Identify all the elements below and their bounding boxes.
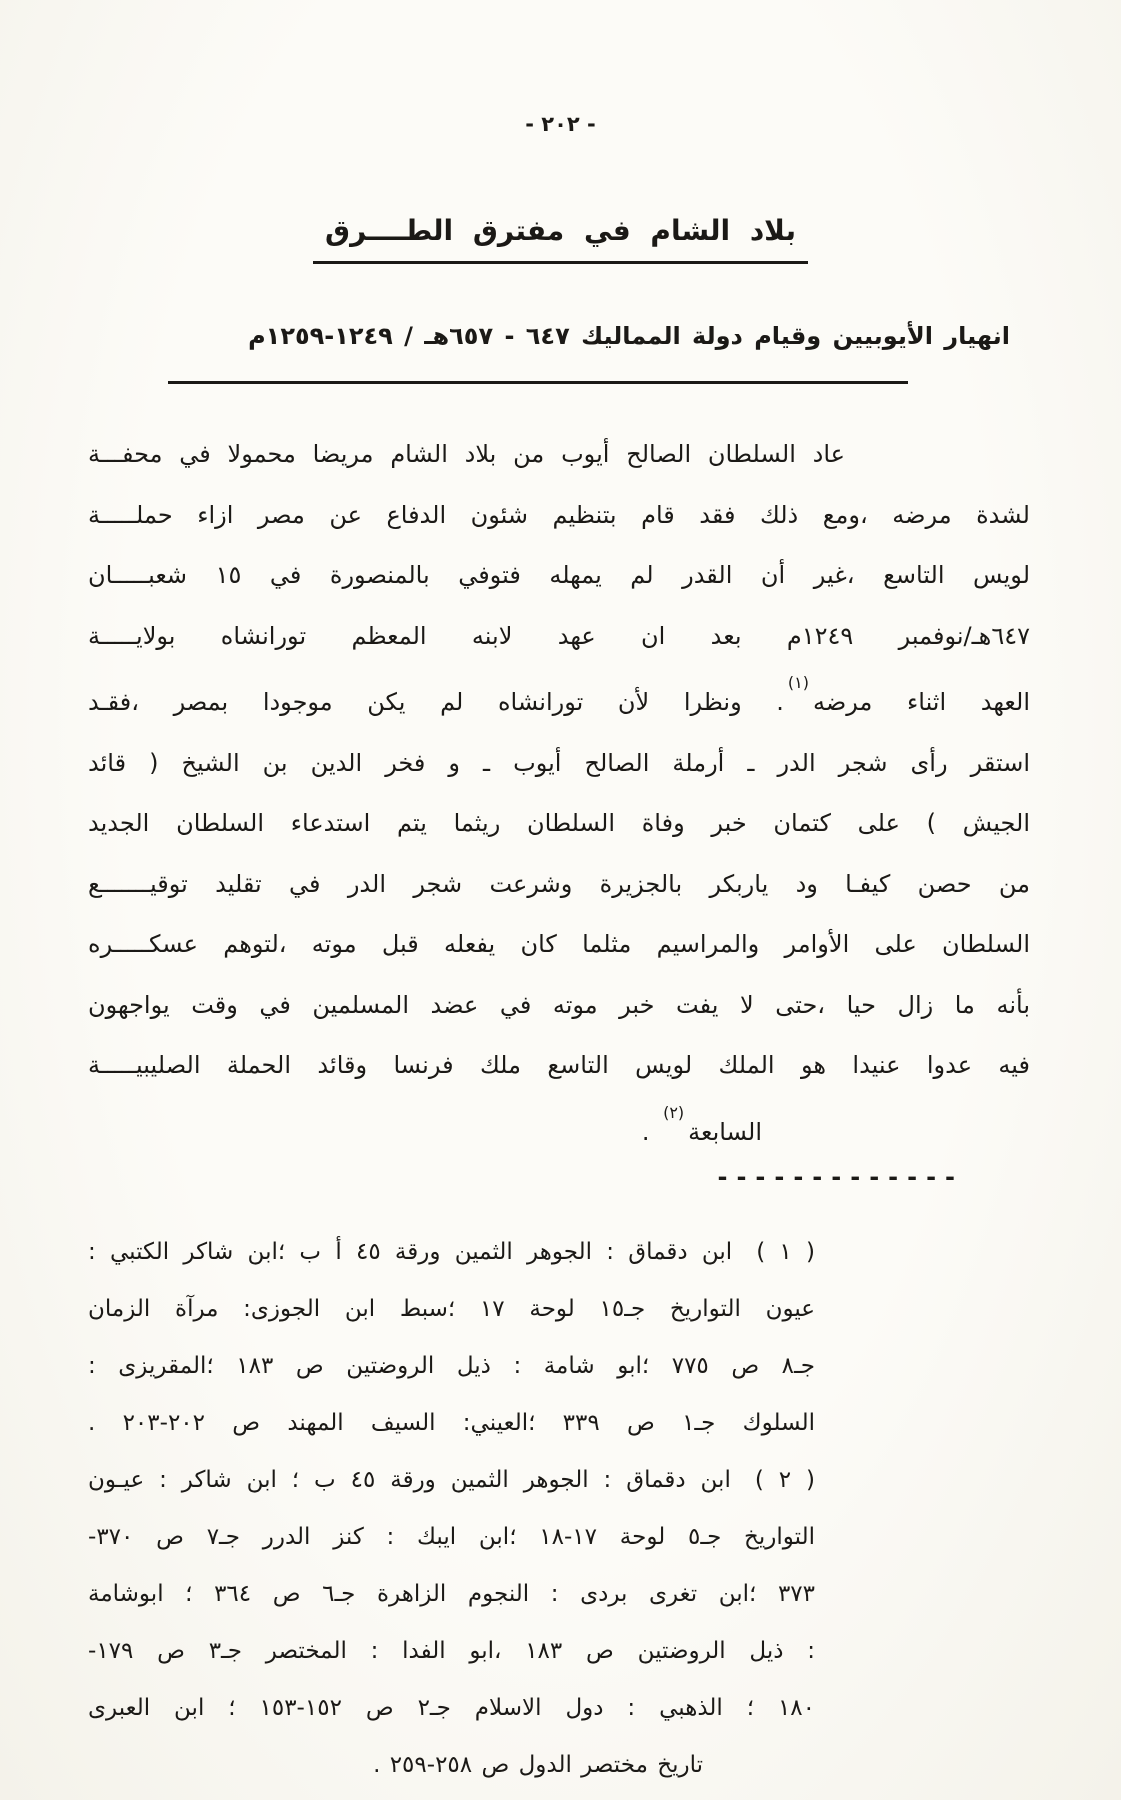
footnotes-section xyxy=(88,1224,815,1794)
footnote-ref-1: (١) xyxy=(787,673,810,692)
footnote-2-text: ابن دقماق : الجوهر الثمين ورقة ٤٥ ب ؛ ابن شاكر : عيـون xyxy=(88,1467,731,1493)
body-line-text: السابعة xyxy=(688,1117,762,1146)
body-line xyxy=(88,793,1030,854)
body-line-text: لويس التاسع ،غير أن القدر لم يمهله فتوفي بالمنصورة في ١٥ شعبـــــان xyxy=(88,561,1031,589)
body-line xyxy=(88,424,1030,485)
footnote-2-line xyxy=(88,1452,815,1509)
body-line-text: عاد السلطان الصالح أيوب من بلاد الشام مريضا محمولا في محفـــة xyxy=(88,440,845,468)
body-line-text: . ونظرا لأن تورانشاه لم يكن موجودا بمصر ،فقـد xyxy=(88,688,784,716)
footnote-separator: ------------- xyxy=(717,1163,964,1191)
subtitle-underline xyxy=(168,381,908,384)
body-paragraph xyxy=(88,424,1030,1162)
footnote-1-marker: ( ١ ) xyxy=(756,1239,816,1265)
footnote-1-text: ابن دقماق : الجوهر الثمين ورقة ٤٥ أ ب ؛ابن شاكر الكتبي : xyxy=(88,1239,733,1265)
body-line-text: ٦٤٧هـ/نوفمبر ١٢٤٩م بعد ان عهد لابنه المعظم تورانشاه بولايـــــة xyxy=(88,621,1030,650)
page-title: بلاد الشام في مفترق الطــــرق xyxy=(313,214,808,264)
body-line-text: . xyxy=(641,1117,660,1146)
title-row xyxy=(0,214,1121,264)
section-subtitle: انهيار الأيوبيين وقيام دولة المماليك ٦٤٧ - ٦٥٧هـ / ١٢٤٩-١٢٥٩م xyxy=(248,322,1010,350)
body-line xyxy=(88,545,1030,606)
body-line xyxy=(88,854,1030,915)
body-line-text: لشدة مرضه ،ومع ذلك فقد قام بتنظيم شئون الدفاع عن مصر ازاء حملـــــة xyxy=(88,500,1030,529)
body-line xyxy=(88,914,1030,975)
body-line xyxy=(88,733,1030,794)
body-line xyxy=(88,606,1030,667)
footnote-2-line: التواريخ جـ٥ لوحة ١٧-١٨ ؛ابن ايبك : كنز الدرر جـ٧ ص ٣٧٠- xyxy=(88,1524,816,1550)
footnote-2-line: ٣٧٣ ؛ابن تغرى بردى : النجوم الزاهرة جـ٦ ص ٣٦٤ ؛ ابوشامة xyxy=(88,1581,815,1607)
body-line xyxy=(88,485,1030,546)
body-line-text: العهد اثناء مرضه xyxy=(813,688,1030,716)
footnote-2-line: ١٨٠ ؛ الذهبي : دول الاسلام جـ٢ ص ١٥٢-١٥٣ ؛ ابن العبرى xyxy=(88,1695,815,1721)
footnote-2-line: تاريخ مختصر الدول ص ٢٥٨-٢٥٩ . xyxy=(373,1752,703,1778)
footnote-ref-2: (٢) xyxy=(663,1102,685,1122)
body-line xyxy=(88,975,1030,1036)
footnote-1-line: السلوك جـ١ ص ٣٣٩ ؛العيني: السيف المهند ص ٢٠٢-٢٠٣ . xyxy=(88,1410,816,1436)
body-line-text: الجيش ) على كتمان خبر وفاة السلطان ريثما يتم استدعاء السلطان الجديد xyxy=(88,809,1030,837)
body-line-text: بأنه ما زال حيا ،حتى لا يفت خبر موته في عضد المسلمين في وقت يواجهون xyxy=(88,990,1030,1019)
body-line xyxy=(88,1096,1030,1163)
body-line xyxy=(88,666,1030,733)
footnote-1-line xyxy=(88,1224,815,1281)
body-line xyxy=(88,1035,1030,1096)
footnote-2-marker: ( ٢ ) xyxy=(754,1467,815,1493)
body-line-text: السلطان على الأوامر والمراسيم مثلما كان يفعله قبل موته ،لتوهم عسكـــــره xyxy=(88,930,1030,958)
body-line-text: فيه عدوا عنيدا هو الملك لويس التاسع ملك فرنسا وقائد الحملة الصليبيـــــة xyxy=(88,1051,1030,1079)
footnote-2-line: : ذيل الروضتين ص ١٨٣ ،ابو الفدا : المختصر جـ٣ ص ١٧٩- xyxy=(88,1638,815,1664)
body-line-text: استقر رأى شجر الدر ـ أرملة الصالح أيوب ـ و فخر الدين بن الشيخ ( قائد xyxy=(88,748,1030,777)
footnote-1-line: جـ٨ ص ٧٧٥ ؛ابو شامة : ذيل الروضتين ص ١٨٣ ؛المقريزى : xyxy=(88,1353,815,1379)
footnote-1-line: عيون التواريخ جـ١٥ لوحة ١٧ ؛سبط ابن الجوزى: مرآة الزمان xyxy=(88,1296,816,1322)
page-number: - ٢٠٢ - xyxy=(525,112,596,136)
body-line-text: من حصن كيفـا ود ياربكر بالجزيرة وشرعت شجر الدر في تقليد توقيـــــــع xyxy=(88,869,1030,898)
